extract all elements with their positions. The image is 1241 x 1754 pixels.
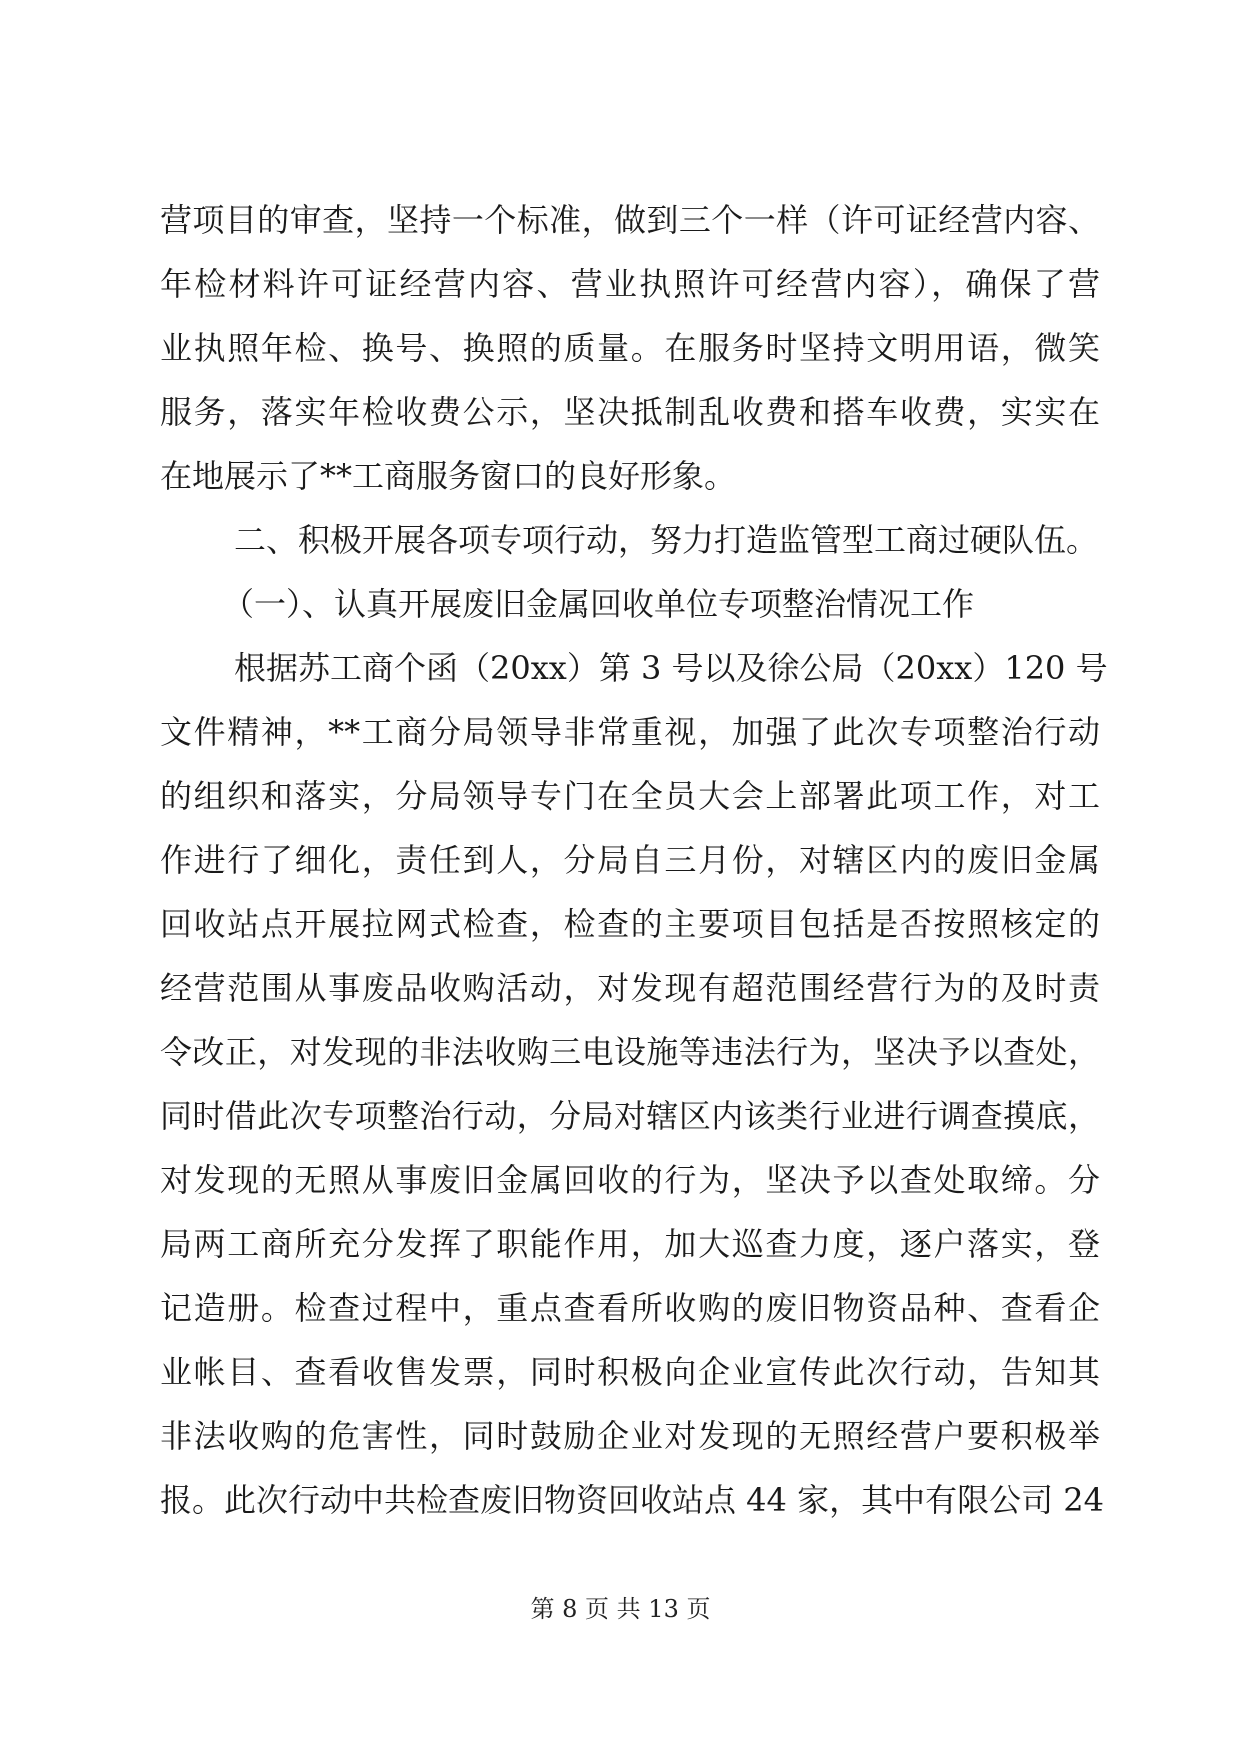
document-body — [160, 188, 1108, 1532]
text-line: 同时借此次专项整治行动，分局对辖区内该类行业进行调查摸底， — [160, 1097, 1100, 1135]
paragraph — [160, 188, 1100, 508]
text-line: 服务，落实年检收费公示，坚决抵制乱收费和搭车收费，实实在 — [160, 393, 1100, 431]
text-line: 业执照年检、换号、换照的质量。在服务时坚持文明用语，微笑 — [160, 329, 1100, 367]
text-line: 根据苏工商个函（20xx）第 3 号以及徐公局（20xx）120 号 — [234, 649, 1108, 687]
text-line: 作进行了细化，责任到人，分局自三月份，对辖区内的废旧金属 — [160, 841, 1100, 879]
text-line: 营项目的审查，坚持一个标准，做到三个一样（许可证经营内容、 — [160, 201, 1100, 239]
text-line: 业帐目、查看收售发票，同时积极向企业宣传此次行动，告知其 — [160, 1353, 1100, 1391]
text-line: 在地展示了**工商服务窗口的良好形象。 — [160, 457, 737, 495]
text-line: 经营范围从事废品收购活动，对发现有超范围经营行为的及时责 — [160, 969, 1100, 1007]
text-line: 报。此次行动中共检查废旧物资回收站点 44 家，其中有限公司 24 — [160, 1481, 1104, 1519]
paragraph — [160, 636, 1108, 1532]
text-line: 的组织和落实，分局领导专门在全员大会上部署此项工作，对工 — [160, 777, 1100, 815]
text-line: 令改正，对发现的非法收购三电设施等违法行为，坚决予以查处， — [160, 1033, 1100, 1071]
text-line: 非法收购的危害性，同时鼓励企业对发现的无照经营户要积极举 — [160, 1417, 1100, 1455]
text-line: 局两工商所充分发挥了职能作用，加大巡查力度，逐户落实，登 — [160, 1225, 1100, 1263]
text-line: 回收站点开展拉网式检查，检查的主要项目包括是否按照核定的 — [160, 905, 1100, 943]
text-line: 对发现的无照从事废旧金属回收的行为，坚决予以查处取缔。分 — [160, 1161, 1100, 1199]
page-number: 第 8 页 共 13 页 — [530, 1595, 711, 1623]
text-line: 文件精神，**工商分局领导非常重视，加强了此次专项整治行动 — [160, 713, 1100, 751]
section-heading: 二、积极开展各项专项行动，努力打造监管型工商过硬队伍。 — [234, 521, 1099, 559]
text-line: 记造册。检查过程中，重点查看所收购的废旧物资品种、查看企 — [160, 1289, 1100, 1327]
subsection-heading: （一）、认真开展废旧金属回收单位专项整治情况工作 — [222, 585, 975, 623]
text-line: 年检材料许可证经营内容、营业执照许可经营内容），确保了营 — [160, 265, 1100, 303]
